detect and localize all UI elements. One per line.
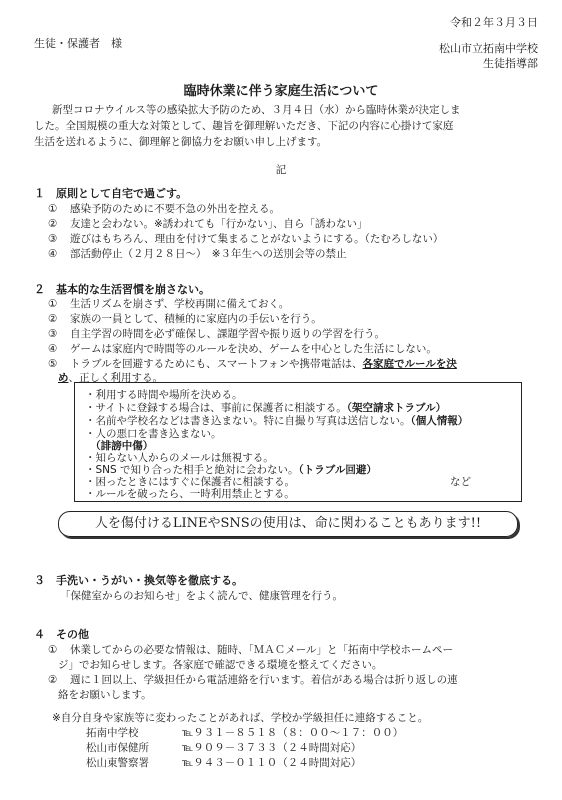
contact-row: 拓南中学校 ℡９３１－８５１８（８：００～１７：００）	[86, 727, 404, 739]
rule-line: ・名前や学校名などは書き込まない。特に自撮り写真は送信しない。（個人情報）	[85, 415, 469, 427]
list-item: ③ 自主学習の時間を必ず確保し、課題学習や振り返りの学習を行う。	[48, 328, 385, 340]
list-item: ② 友達と会わない。※誘われても「行かない」、自ら「誘わない」	[48, 218, 368, 230]
list-item: ① 休業してからの必要な情報は、随時、「ＭＡＣメール」と「拓南中学校ホームペー	[48, 644, 454, 656]
rule-line: ・ルールを破ったら、一時利用禁止とする。	[85, 488, 295, 500]
rule-line: ・利用する時間や場所を決める。	[85, 389, 243, 401]
intro-line-3: 生活を送れるように、御理解と御協力をお願い申し上げます。	[34, 136, 328, 148]
date: 令和２年３月３日	[450, 16, 538, 29]
section-1-heading: １ 原則として自宅で過ごす。	[34, 187, 188, 200]
section-3-heading: ３ 手洗い・うがい・換気等を徹底する。	[34, 574, 243, 587]
contact-note: ※自分自身や家族等に変わったことがあれば、学校か学級担任に連絡すること。	[52, 712, 429, 724]
school-name: 松山市立拓南中学校	[439, 42, 538, 55]
rule-line: ・困ったときにはすぐに保護者に相談する。	[85, 476, 295, 488]
rule-line: ・知らない人からのメールは無視する。	[85, 452, 274, 464]
section-3-body: 「保健室からのお知らせ」をよく読んで、健康管理を行う。	[60, 590, 343, 602]
list-item: ④ ゲームは家庭内で時間等のルールを決め、ゲームを中心とした生活にしない。	[48, 343, 437, 355]
contact-row: 松山市保健所 ℡９０９－３７３３（２４時間対応）	[86, 742, 362, 754]
intro-line-2: した。全国規模の重大な対策として、趣旨を御理解いただき、下記の内容に心掛けて家庭	[34, 120, 454, 132]
list-item: ② 週に１回以上、学級担任から電話連絡を行います。着信がある場合は折り返しの連	[48, 674, 458, 686]
rule-line: ・サイトに登録する場合は、事前に保護者に相談する。（架空請求トラブル）	[85, 402, 447, 414]
list-item: ④ 部活動停止（２月２８日～） ※３年生への送別会等の禁止	[48, 248, 347, 260]
list-item-continuation: ジ」でお知らせします。各家庭で確認できる環境を整えてください。	[58, 659, 383, 671]
rule-line: ・SNS で知り合った相手と絶対に会わない。（トラブル回避）	[85, 464, 377, 476]
page-title: 臨時休業に伴う家庭生活について	[183, 84, 379, 99]
list-item-continuation: め、正しく利用する。	[58, 372, 163, 384]
list-item: ⑤ トラブルを回避するためにも、スマートフォンや携帯電話は、各家庭でルールを決	[48, 358, 457, 370]
rule-line: ・人の悪口を書き込まない。	[85, 428, 222, 440]
intro-line-1: 新型コロナウイルス等の感染拡大予防のため、３月４日（水）から臨時休業が決定しま	[52, 104, 461, 116]
department: 生徒指導部	[483, 57, 538, 70]
contact-row: 松山東警察署 ℡９４３－０１１０（２４時間対応）	[86, 757, 362, 769]
list-item: ② 家族の一員として、積極的に家庭内の手伝いを行う。	[48, 313, 322, 325]
emphasis-rule: 各家庭でルールを決	[362, 358, 457, 370]
warning-banner: 人を傷付けるLINEやSNSの使用は、命に関わることもあります!!	[58, 511, 518, 537]
list-item: ① 生活リズムを崩さず、学校再開に備えておく。	[48, 298, 290, 310]
addressee: 生徒・保護者 様	[34, 37, 122, 50]
rules-box	[74, 382, 522, 502]
rule-etc: など	[450, 476, 471, 488]
list-item: ① 感染予防のために不要不急の外出を控える。	[48, 203, 280, 215]
section-2-heading: ２ 基本的な生活習慣を崩さない。	[34, 283, 210, 296]
section-4-heading: ４ その他	[34, 628, 89, 641]
rule-line: （誹謗中傷）	[95, 440, 154, 452]
list-item-continuation: 絡をお願いします。	[58, 689, 152, 701]
list-item: ③ 遊びはもちろん、理由を付けて集まることがないようにする。（たむろしない）	[48, 233, 444, 245]
ki-mark: 記	[275, 164, 287, 176]
